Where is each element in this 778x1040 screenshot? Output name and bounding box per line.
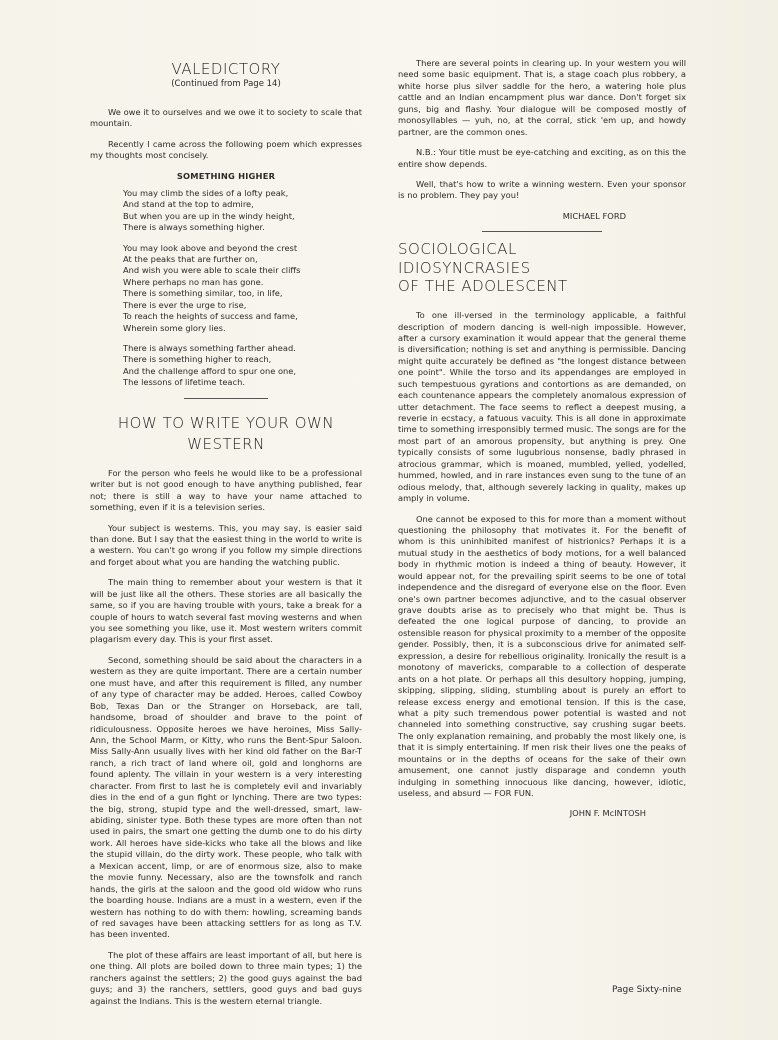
poem-line: There is something similar, too, in life,: [123, 288, 283, 299]
poem-line: But when you are up in the windy height,: [123, 210, 295, 221]
poem-line: There is something higher to reach,: [123, 354, 272, 365]
poem-line: And the challenge afford to spur one one,: [123, 365, 297, 376]
western-title: HOW TO WRITE YOUR OWN WESTERN: [117, 413, 335, 453]
poem-stanza: [123, 343, 362, 389]
western-paragraph: N.B.: Your title must be eye-catching and exciting, as on this the entire show depends.: [398, 147, 686, 169]
poem-line: To reach the heights of success and fame,: [123, 311, 298, 322]
western-paragraph: Second, something should be said about the characters in a western as they are quite important. There are a certain number one must have, and after this requirement is filled, any number of any type of character may be added. Heroes, called Cowboy Bob, Texas Dan or the Stranger on Horseback, are tall, handsome, broad of shoulder and brave to the point of ridiculousness. Opposite heroes we have heroines, Miss Sally-Ann, the School Marm, or Kitty, who runs the Bent-Spur Saloon. Miss Sally-Ann usually lives with her kind old father on the Bar-T ranch, a rich tract of land where oil, gold and longhorns are found aplenty. The villain in your western is a very interesting character. From first to last he is completely evil and invariably dies in the end of a gun fight or lynching. There are two types: the big, strong, stupid type and the well-dressed, smart, law-abiding, sinister type. Both these types are more often than not used in pairs, the smart one getting the dumb one to do his dirty work. All heroes have side-kicks who take all the blows and like the stupid villain, do the dirty work. These people, who talk with a Mexican accent, limp, or are of enormous size, also to make the movie funny. Necessary, also are the townsfolk and ranch hands, the girls at the saloon and the good old widow who runs the boarding house. Indians are a must in a western, even if the western has nothing to do with them: howling, screaming bands of red savages have been attacking settlers for as long as T.V. has been invented.: [90, 654, 362, 940]
sociological-paragraph: To one ill-versed in the terminology applicable, a faithful description of modern dancing is well-nigh impossible. However, after a cursory examination it would appear that the general theme is diversification; nothing is set and anything is permissible. Dancing might quite accurately be defined as "the longest distance between one point". While the torso and its appendanges are employed in such tempestuous gyrations and contortions as are demanded, on each countenance appears the completely anomalous expression of utter detachment. The face seems to reflect a deepest musing, a reverie in ecstacy, a fatuous vacuity. This is all done in approximate time to something irresponsibly termed music. The songs are for the most part of an amorous propensity, but anything is prey. One typically consists of some lugubrious nonsense, badly phrased in atrocious grammar, which is moaned, mumbled, yelled, yodelled, hummed, howled, and in rare instances even sung to the tune of an odious melody, that, although severely lacking in quality, makes up amply in volume.: [398, 310, 686, 504]
valedictory-subtitle: (Continued from Page 14): [171, 79, 281, 89]
sociological-title: [398, 240, 686, 296]
western-paragraph: The plot of these affairs are least important of all, but here is one thing. All plots are boiled down to three main types; 1) the ranchers against the settlers; 2) the good guys against the bad guys; and 3) the ranchers, settlers, good guys and bad guys against the Indians. This is the western eternal triangle.: [90, 949, 362, 1006]
section-divider: [482, 231, 602, 232]
western-paragraph: There are several points in clearing up. In your western you will need some basic equipment. That is, a stage coach plus robbery, a white horse plus silver saddle for the hero, a watering hole plus cattle and an Indian encampment plus war dance. Don't forget six guns, big and flashy. Your dialogue will be composed mostly of monosyllables — yuh, no, at the corral, stick 'em up, and howdy partner, are the common ones.: [398, 58, 686, 137]
poem-stanza: [123, 243, 362, 335]
western-paragraph: For the person who feels he would like to be a professional writer but is not good enough to have anything published, fear not; there is still a way to have your name attached to something, even if it is a television series.: [90, 467, 362, 513]
poem-line: There is always something farther ahead.: [123, 343, 296, 353]
poem-line: Where perhaps no man has gone.: [123, 276, 264, 287]
sociological-paragraph: One cannot be exposed to this for more than a moment without questioning the philosophy that motivates it. For the benefit of whom is this uninhibited manifest of histrionics? Perhaps it is a mutual study in the aesthetics of body motions, for a well balanced body in rhythmic motion is indeed a thing of beauty. However, it would appear not, for the prevailing spirit seems to be one of total independence and the disregard of everyone else on the floor. Even one's own partner becomes adjunctive, and to the casual observer grave doubts arise as to precisely who that might be. Thus is defeated the one logical purpose of dancing, to provide an ostensible reason for physical proximity to a member of the opposite gender. Possibly, then, it is a subconscious drive for animated self-expression, a desire for rebellious originality. Ironically the result is a monotony of mavericks, comparable to a collection of desperate ants on a hot plate. Or perhaps all this desultory hopping, jumping, skipping, slipping, sliding, stumbling about is purely an effort to release excess energy and emotional tension. If this is the case, what a pity such tremendous power potential is wasted and not channeled into something constructive, say crushing sugar beets. The only explanation remaining, and probably the most likely one, is that it is simply entertaining. If men risk their lives one the peaks of mountains or in the depths of oceans for the sake of their own amusement, one cannot justly disparage and condemn youth indulging in something innocuous like dancing, however, idiotic, useless, and absurd — FOR FUN.: [398, 513, 686, 798]
valedictory-title: VALEDICTORY: [171, 60, 281, 78]
title-line: OF THE ADOLESCENT: [398, 277, 568, 296]
poem-line: Wherein some glory lies.: [123, 322, 226, 333]
poem-line: And stand at the top to admire,: [123, 199, 254, 210]
valedictory-paragraph: We owe it to ourselves and we owe it to society to scale that mountain.: [90, 107, 362, 129]
title-line: IDIOSYNCRASIES: [398, 258, 531, 277]
section-divider: [184, 398, 268, 399]
poem-line: There is ever the urge to rise,: [123, 299, 247, 310]
right-column: [398, 58, 686, 828]
poem-line: The lessons of lifetime teach.: [123, 377, 245, 388]
western-author: MICHAEL FORD: [562, 210, 626, 221]
valedictory-paragraph: Recently I came across the following poem which expresses my thoughts most concisely.: [90, 138, 362, 161]
poem-line: And wish you were able to scale their cliffs: [123, 265, 301, 276]
page-number: Page Sixty-nine: [612, 985, 682, 995]
western-paragraph: Your subject is westerns. This, you may say, is easier said than done. But I say that the easiest thing in the world to write is a western. You can't go wrong if you follow my simple directions and forget about what you are handing the watching public.: [90, 522, 362, 567]
western-paragraph: Well, that's how to write a winning western. Even your sponsor is no problem. They pay you!: [398, 178, 686, 201]
title-line: SOCIOLOGICAL: [398, 239, 517, 258]
poem-stanza: [123, 188, 362, 234]
western-paragraph: The main thing to remember about your western is that it will be just like all the others. These stories are all basically the same, so if you are having trouble with yours, take a break for a couple of hours to watch several fast moving westerns and when you see something you like, use it. Most western writers commit plagarism every day. This is your first asset.: [90, 577, 362, 645]
left-column: [90, 58, 362, 1007]
sociological-author: JOHN F. McINTOSH: [569, 808, 646, 819]
poem-line: You may climb the sides of a lofty peak,: [123, 187, 289, 198]
poem-line: You may look above and beyond the crest: [123, 242, 298, 253]
poem-title: SOMETHING HIGHER: [176, 170, 276, 181]
poem-line: There is always something higher.: [123, 222, 265, 233]
poem-line: At the peaks that are further on,: [123, 253, 258, 264]
